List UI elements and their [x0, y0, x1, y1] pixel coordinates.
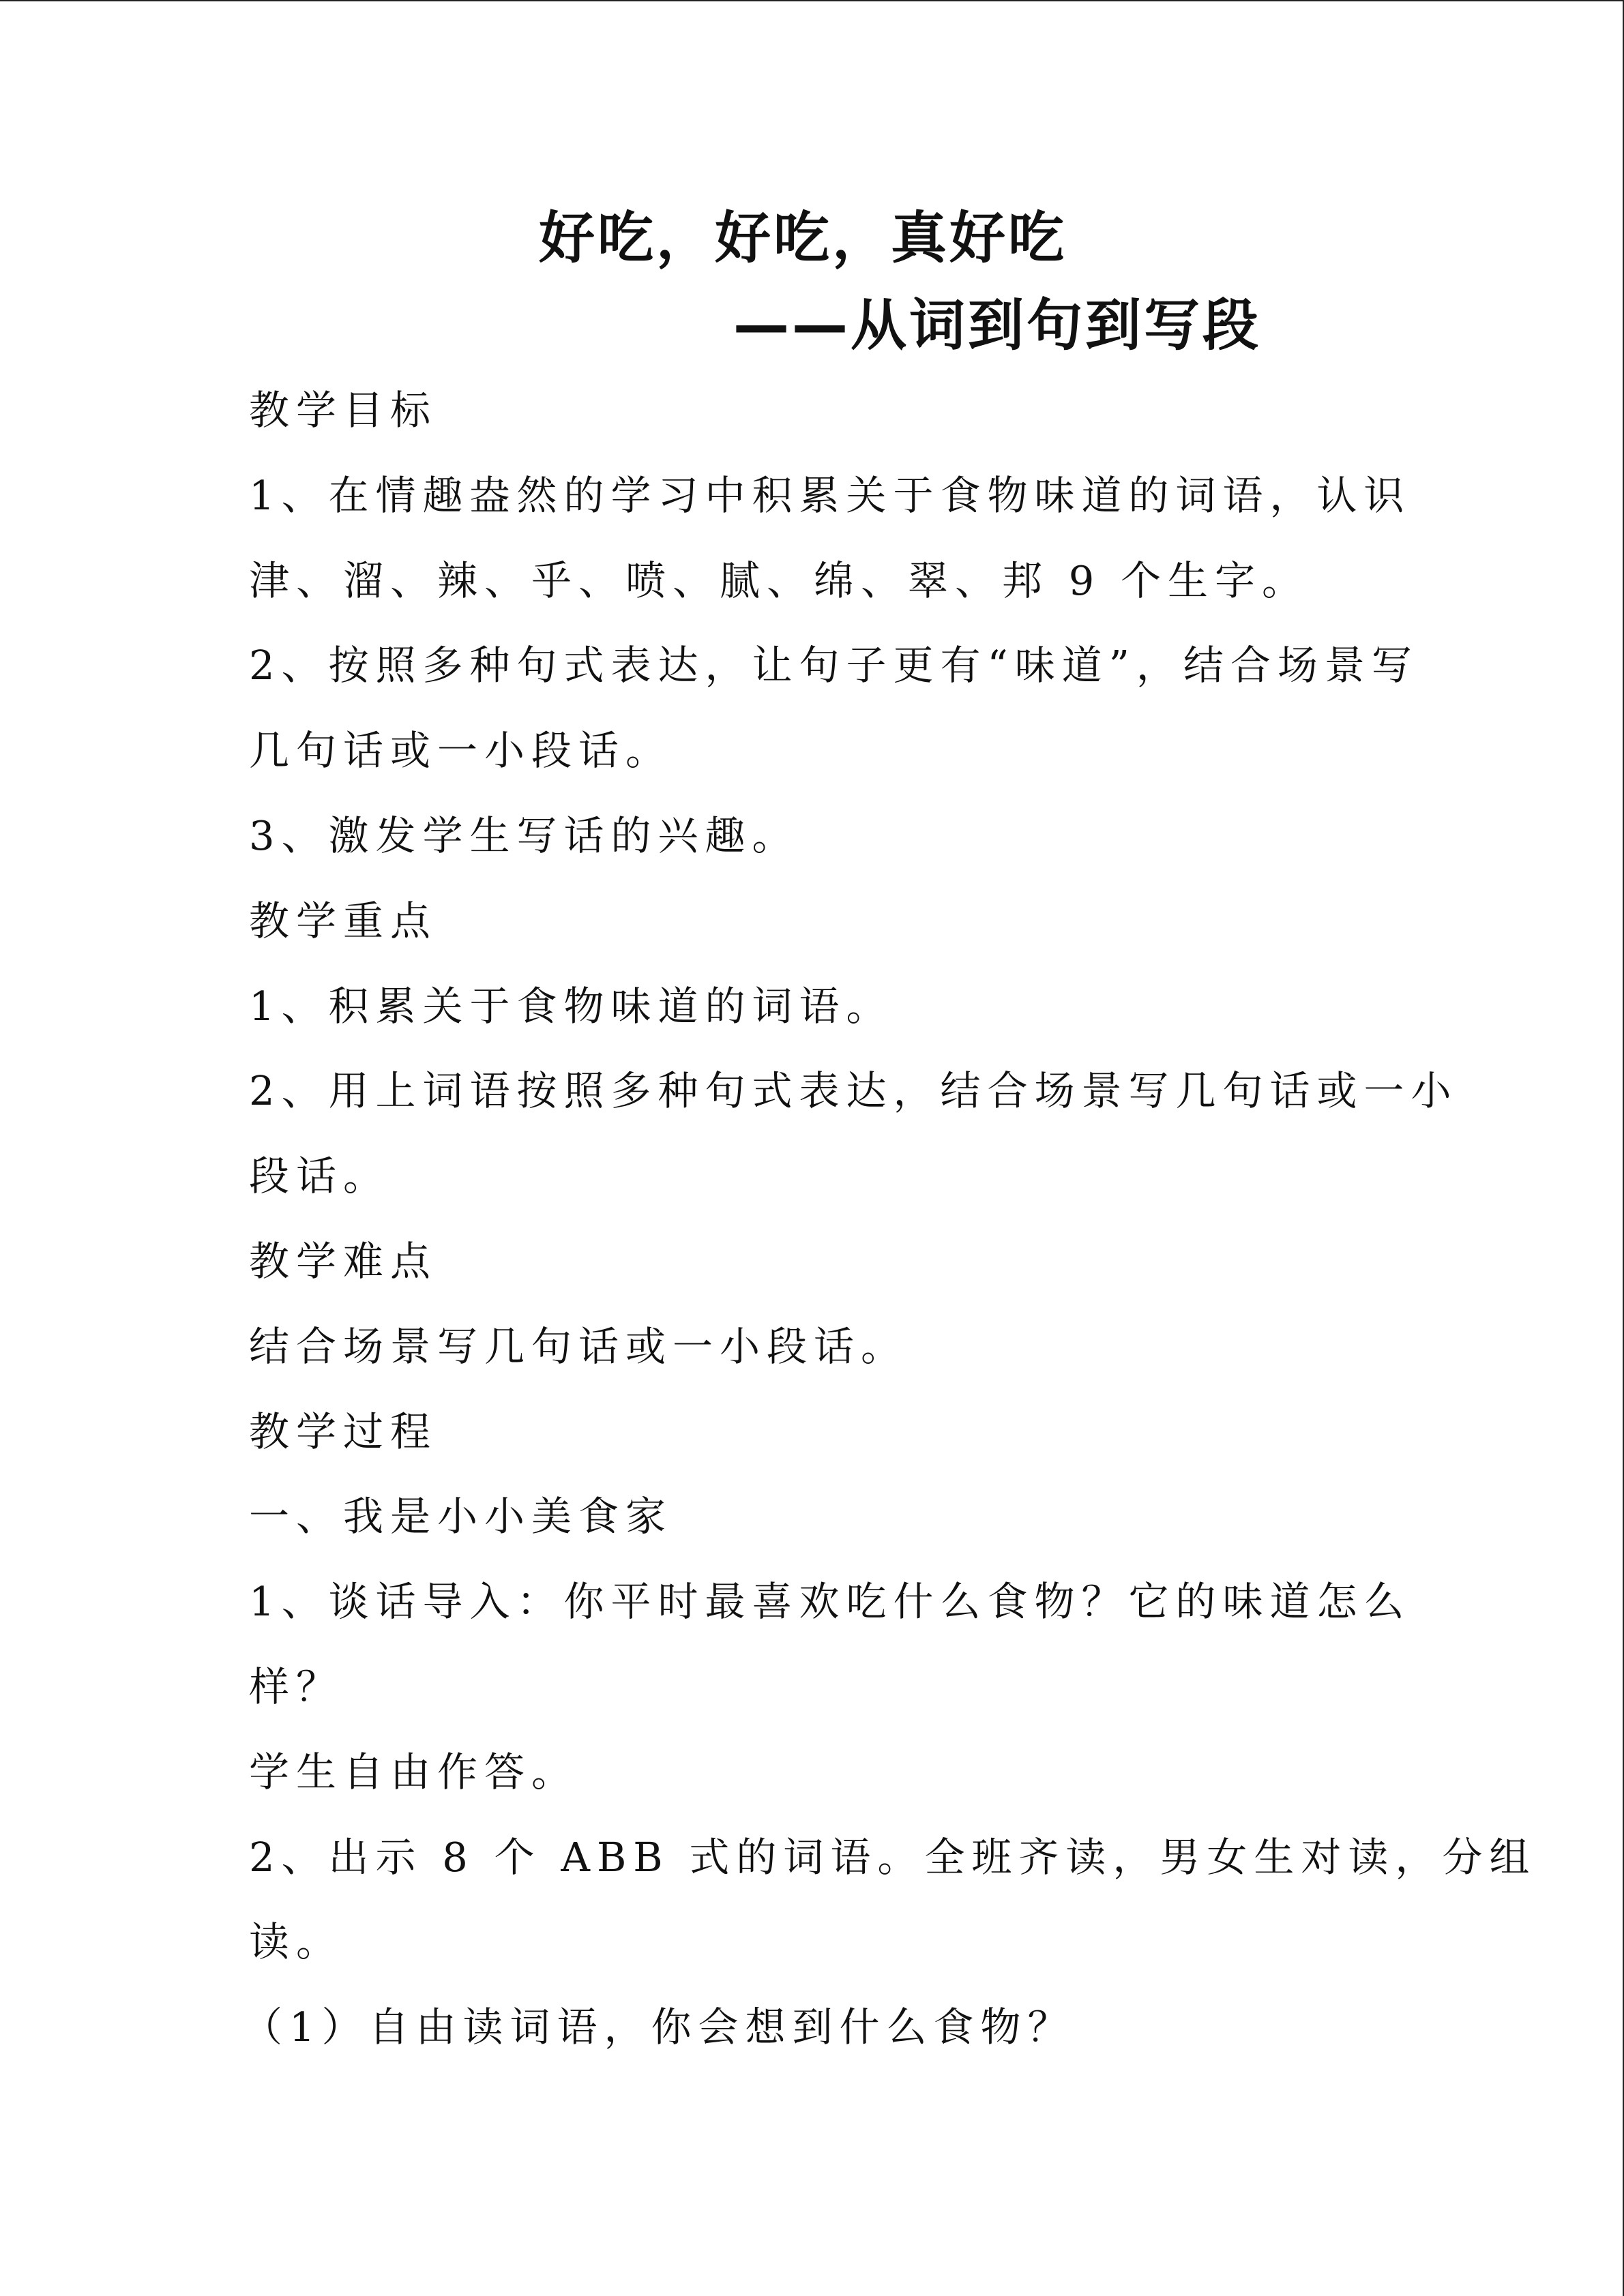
key-point-2-line-2: 段话。 — [249, 1152, 391, 1200]
section-heading-key-points: 教学重点 — [249, 897, 438, 944]
objective-1-line-1: 1、在情趣盎然的学习中积累关于食物味道的词语，认识 — [249, 471, 1411, 519]
key-point-1: 1、积累关于食物味道的词语。 — [249, 982, 894, 1030]
process-step-1-response: 学生自由作答。 — [249, 1748, 579, 1795]
section-heading-process: 教学过程 — [249, 1407, 438, 1455]
process-step-1-line-2: 样？ — [249, 1663, 344, 1710]
objective-1-line-2: 津、溜、辣、乎、喷、腻、绵、翠、邦 9 个生字。 — [249, 556, 1310, 604]
document-title: 好吃，好吃，真好吃 — [539, 206, 1067, 271]
process-part-1-heading: 一、我是小小美食家 — [249, 1493, 673, 1540]
process-step-2-line-1: 2、出示 8 个 ABB 式的词语。全班齐读，男女生对读，分组 — [249, 1833, 1537, 1881]
difficulty-1: 结合场景写几句话或一小段话。 — [249, 1322, 909, 1370]
objective-3: 3、激发学生写话的兴趣。 — [249, 811, 799, 859]
section-heading-objectives: 教学目标 — [249, 387, 438, 434]
process-step-1-line-1: 1、谈话导入：你平时最喜欢吃什么食物？它的味道怎么 — [249, 1578, 1411, 1626]
key-point-2-line-1: 2、用上词语按照多种句式表达，结合场景写几句话或一小 — [249, 1067, 1458, 1115]
document-subtitle: ——从词到句到写段 — [733, 293, 1262, 358]
document-body — [242, 368, 1537, 2070]
objective-2-line-2: 几句话或一小段话。 — [249, 727, 673, 775]
process-step-2-sub-1: （1）自由读词语，你会想到什么食物？ — [242, 2003, 1075, 2051]
objective-2-line-1: 2、按照多种句式表达，让句子更有“味道”，结合场景写 — [249, 642, 1419, 689]
section-heading-difficulties: 教学难点 — [249, 1237, 438, 1285]
process-step-2-line-2: 读。 — [249, 1918, 344, 1966]
